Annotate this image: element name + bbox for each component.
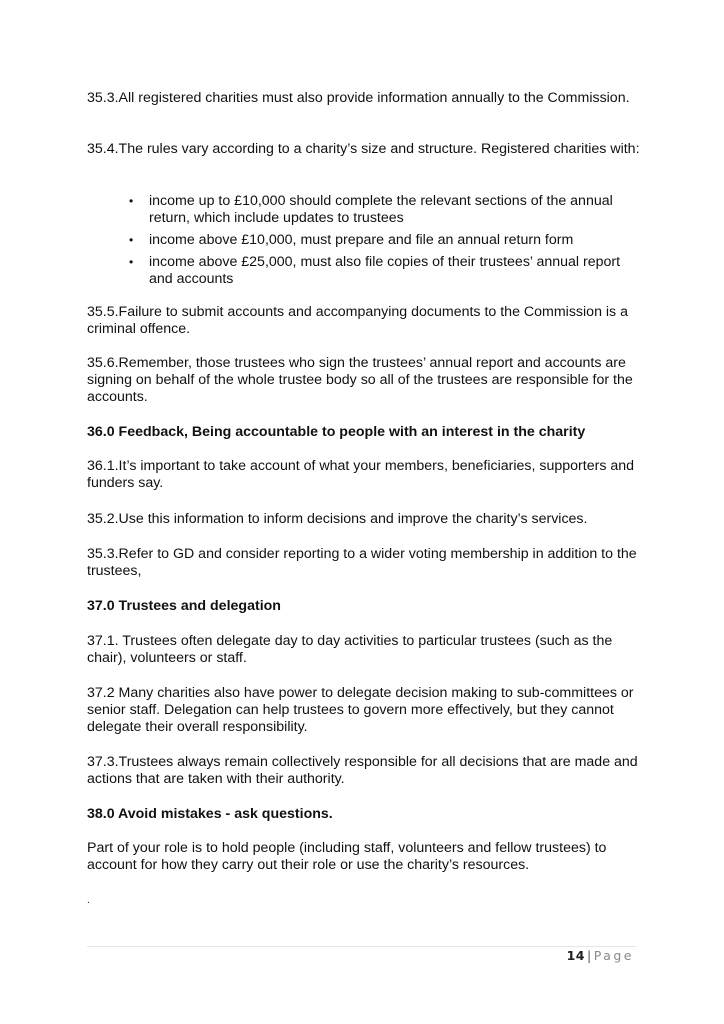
paragraph-37-2: 37.2 Many charities also have power to delegate decision making to sub-committees or senior staff. Delegation can help trustees to govern more effectively, but they cannot delegate their overall responsibility. — [87, 685, 634, 735]
paragraph-37-3: 37.3.Trustees always remain collectively responsible for all decisions that are made and actions that are taken with their authority. — [87, 754, 638, 787]
income-bullet-list — [87, 193, 642, 293]
paragraph-35-5: 35.5.Failure to submit accounts and accompanying documents to the Commission is a criminal offence. — [87, 304, 628, 337]
paragraph-35-3-feedback: 35.3.Refer to GD and consider reporting to a wider voting membership in addition to the trustees, — [87, 546, 637, 579]
bullet-text: income up to £10,000 should complete the relevant sections of the annual return, which include updates to trustees — [149, 193, 613, 226]
bullet-icon: • — [129, 233, 134, 247]
page-label: Page — [593, 948, 634, 963]
bullet-icon: • — [129, 255, 134, 269]
paragraph-35-2-feedback: 35.2.Use this information to inform decisions and improve the charity’s services. — [87, 511, 588, 527]
paragraph-36-1: 36.1.It’s important to take account of what your members, beneficiaries, supporters and funders say. — [87, 458, 635, 491]
paragraph-35-6: 35.6.Remember, those trustees who sign the trustees’ annual report and accounts are signing on behalf of the whole trustee body so all of the trustees are responsible for the accounts. — [87, 355, 633, 405]
bullet-item — [87, 254, 642, 288]
paragraph-37-1: 37.1. Trustees often delegate day to day activities to particular trustees (such as the chair), volunteers or staff. — [87, 633, 613, 666]
bullet-text: income above £25,000, must also file copies of their trustees’ annual report and accounts — [149, 254, 621, 287]
page-number-value: 14 — [566, 948, 586, 963]
bullet-item — [87, 232, 642, 249]
heading-37: 37.0 Trustees and delegation — [87, 598, 281, 614]
paragraph-35-3: 35.3.All registered charities must also provide information annually to the Commission. — [87, 90, 630, 106]
heading-36: 36.0 Feedback, Being accountable to people with an interest in the charity — [87, 424, 586, 440]
paragraph-38: Part of your role is to hold people (including staff, volunteers and fellow trustees) to account for how they carry out their role or use the charity’s resources. — [87, 840, 607, 873]
paragraph-35-4: 35.4.The rules vary according to a charity’s size and structure. Registered charities with: — [87, 141, 640, 157]
bullet-text: income above £10,000, must prepare and file an annual return form — [149, 232, 574, 248]
bullet-item — [87, 193, 642, 227]
page-number — [567, 948, 634, 963]
footer-divider — [87, 946, 636, 947]
page-number-separator: | — [587, 948, 592, 963]
heading-38: 38.0 Avoid mistakes - ask questions. — [87, 806, 333, 822]
bullet-icon: • — [129, 194, 134, 208]
trailing-period: . — [87, 895, 90, 906]
